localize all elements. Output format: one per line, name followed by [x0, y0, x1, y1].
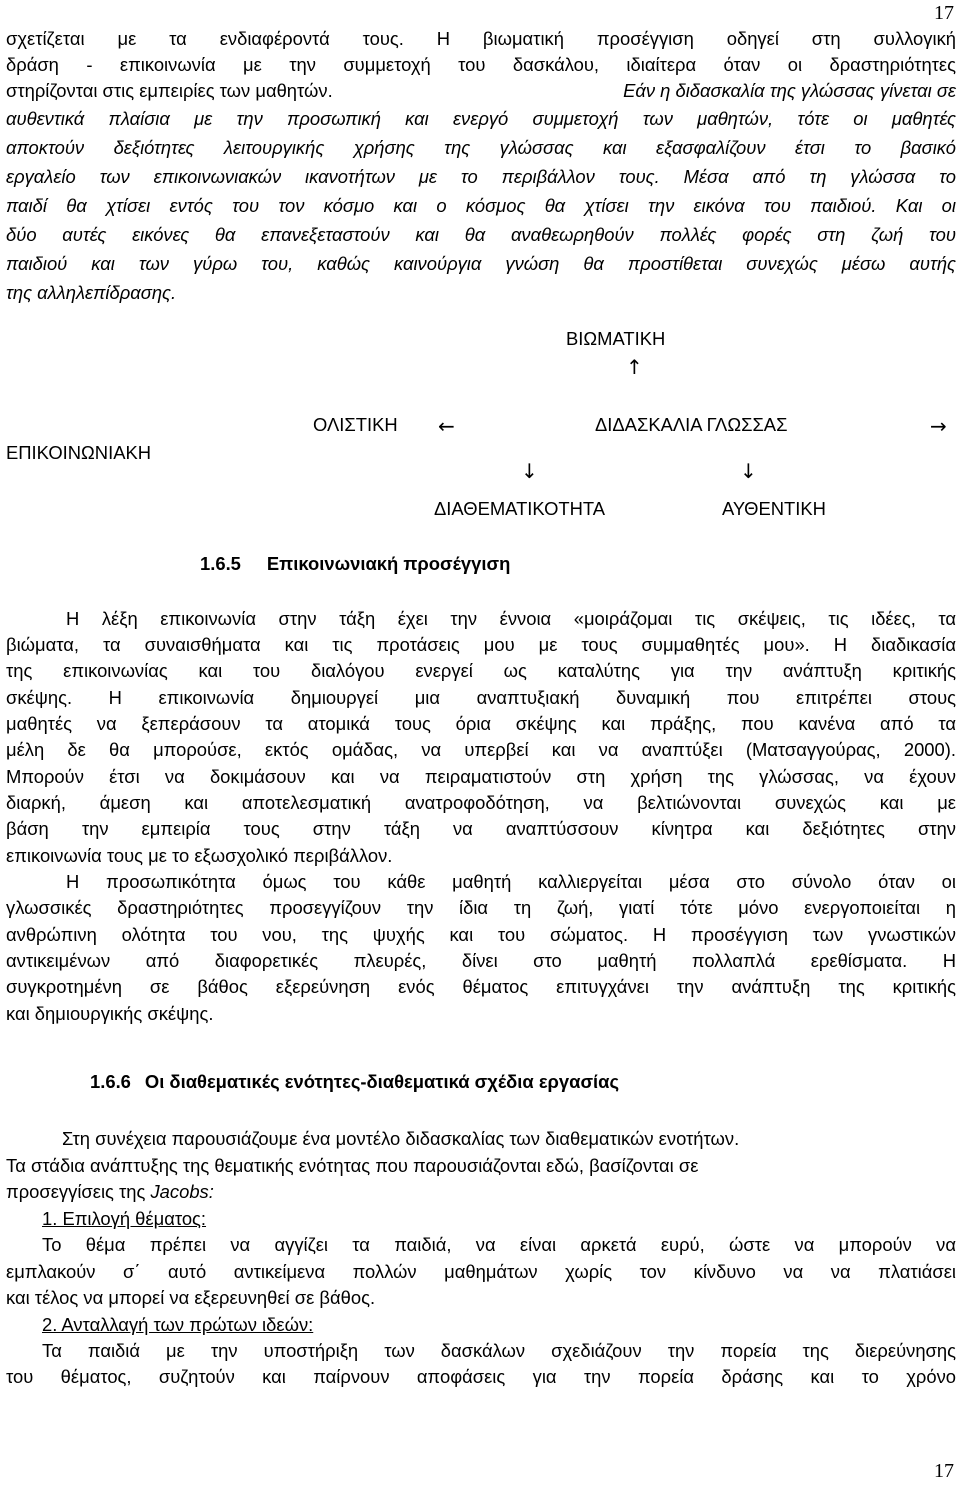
arrow-left-icon: ←	[438, 414, 455, 438]
italic-line: παιδιού και των γύρω του, καθώς καινούργια γνώση θα προστίθεται συνεχώς μέσω αυτής	[6, 253, 956, 274]
diagram-afthentiki: ΑΥΘΕΝΤΙΚΗ	[722, 498, 826, 519]
intro-line-mixed	[6, 78, 956, 104]
diagram-biomatiki: ΒΙΩΜΑΤΙΚΗ	[566, 328, 666, 349]
italic-line: δύο αυτές εικόνες θα επανεξεταστούν και θα αναθεωρηθούν πολλές φορές στη ζωή του	[6, 224, 956, 245]
italic-line: αυθεντικά πλαίσια με την προσωπική και ενεργό συμμετοχή των μαθητών, τότε οι μαθητές	[6, 108, 956, 129]
para-line: Τα στάδια ανάπτυξης της θεματικής ενότητας που παρουσιάζονται εδώ, βασίζονται σε	[6, 1155, 699, 1176]
page-number-bottom: 17	[934, 1460, 954, 1482]
para-line: σκέψης. Η επικοινωνία δημιουργεί μια αναπτυξιακή δυναμική που επιτρέπει στους	[6, 687, 956, 708]
diagram-olistiki: ΟΛΙΣΤΙΚΗ	[313, 414, 398, 435]
step-line: και τέλος να μπορεί να εξερευνηθεί σε βάθος.	[6, 1287, 376, 1308]
section-heading	[200, 552, 510, 576]
diagram-epikoinoniaki: ΕΠΙΚΟΙΝΩΝΙΑΚΗ	[6, 442, 152, 463]
step-heading: 1. Επιλογή θέματος:	[42, 1208, 207, 1229]
arrow-up-icon: ↑	[626, 355, 643, 379]
para-line: Στη συνέχεια παρουσιάζουμε ένα μοντέλο διδασκαλίας των διαθεματικών ενοτήτων.	[62, 1128, 740, 1149]
para-line: μέλη δε θα μπορούσε, εκτός ομάδας, να υπερβεί και να αναπτύξει (Ματσαγγούρας, 2000).	[6, 739, 956, 760]
para-line: Μπορούν έτσι να δοκιμάσουν και να πειραματιστούν στη χρήση της γλώσσας, να έχουν	[6, 766, 956, 787]
step-line: Τα παιδιά με την υποστήριξη των δασκάλων σχεδιάζουν την πορεία της διερεύνησης	[42, 1340, 956, 1361]
intro-line-italic: Εάν η διδασκαλία της γλώσσας γίνεται σε	[623, 80, 956, 101]
step-heading: 2. Ανταλλαγή των πρώτων ιδεών:	[42, 1314, 314, 1335]
section-number: 1.6.5	[200, 553, 241, 574]
para-line: και δημιουργικής σκέψης.	[6, 1003, 214, 1024]
arrow-down-icon: ↓	[740, 459, 757, 483]
intro-line-plain: στηρίζονται στις εμπειρίες των μαθητών.	[6, 80, 333, 101]
para-line: Η προσωπικότητα όμως του κάθε μαθητή καλλιεργείται μέσα στο σύνολο όταν οι	[66, 871, 956, 892]
para-line: διαρκή, άμεση και αποτελεσματική ανατροφοδότηση, να βελτιώνονται συνεχώς και με	[6, 792, 956, 813]
author-name: Jacobs:	[150, 1181, 214, 1202]
step-line: του θέματος, συζητούν και παίρνουν αποφάσεις για την πορεία δράσης και το χρόνο	[6, 1366, 956, 1387]
step-line: Το θέμα πρέπει να αγγίζει τα παιδιά, να είναι αρκετά ευρύ, ώστε να μπορούν να	[42, 1234, 956, 1255]
italic-line: παιδί θα χτίσει εντός του τον κόσμο και ο κόσμος θα χτίσει την εικόνα του παιδιού. Και οι	[6, 195, 956, 216]
arrow-right-icon: →	[930, 414, 947, 438]
para-line: της επικοινωνίας και του διαλόγου ενεργεί ως καταλύτης για την ανάπτυξη κριτικής	[6, 660, 956, 681]
intro-line: σχετίζεται με τα ενδιαφέροντά τους. Η βιωματική προσέγγιση οδηγεί στη συλλογική	[6, 28, 956, 49]
section-number: 1.6.6	[90, 1071, 131, 1092]
section-title: Επικοινωνιακή προσέγγιση	[266, 553, 511, 574]
page-number-top: 17	[934, 2, 954, 24]
intro-line: δράση - επικοινωνία με την συμμετοχή του δασκάλου, ιδιαίτερα όταν οι δραστηριότητες	[6, 54, 956, 75]
para-line: μαθητές να ξεπεράσουν τα ατομικά τους όρια σκέψης και πράξης, που κανένα από τα	[6, 713, 956, 734]
diagram-diathematikotita: ΔΙΑΘΕΜΑΤΙΚΟΤΗΤΑ	[434, 498, 606, 519]
para-text: προσεγγίσεις της	[6, 1181, 151, 1202]
para-line: συγκροτημένη σε βάθος εξερεύνηση ενός θέματος επιτυγχάνει την ανάπτυξη της κριτικής	[6, 976, 956, 997]
para-line	[6, 1179, 956, 1205]
para-line: βιώματα, τα συναισθήματα και τις προτάσεις μου με τους συμμαθητές μου». Η διαδικασία	[6, 634, 956, 655]
arrow-down-icon: ↓	[521, 459, 538, 483]
italic-line: της αλληλεπίδρασης.	[6, 282, 177, 303]
italic-line: εργαλείο των επικοινωνιακών ικανοτήτων με το περιβάλλον τους. Μέσα από τη γλώσσα το	[6, 166, 956, 187]
step-line: εμπλακούν σ΄ αυτό αντικείμενα πολλών μαθημάτων χωρίς τον κίνδυνο να να πλατιάσει	[6, 1261, 956, 1282]
para-line: γλωσσικές δραστηριότητες προσεγγίζουν την ίδια τη ζωή, γιατί τότε μόνο ενεργοποιείται η	[6, 897, 956, 918]
para-line: ανθρώπινη ολότητα του νου, της ψυχής και του σώματος. Η προσέγγιση των γνωστικών	[6, 924, 956, 945]
para-line: βάση την εμπειρία τους στην τάξη να αναπτύσσουν κίνητρα και δεξιότητες στην	[6, 818, 956, 839]
italic-line: αποκτούν δεξιότητες λειτουργικής χρήσης της γλώσσας και εξασφαλίζουν έτσι το βασικό	[6, 137, 956, 158]
section-heading	[90, 1070, 619, 1094]
para-line: αντικειμένων από διαφορετικές πλευρές, δίνει στο μαθητή πολλαπλά ερεθίσματα. Η	[6, 950, 956, 971]
diagram-didaskalia: ΔΙΔΑΣΚΑΛΙΑ ΓΛΩΣΣΑΣ	[595, 414, 788, 435]
section-title: Οι διαθεματικές ενότητες-διαθεματικά σχέδια εργασίας	[144, 1071, 620, 1092]
para-line: επικοινωνία τους με το εξωσχολικό περιβάλλον.	[6, 845, 393, 866]
para-line: Η λέξη επικοινωνία στην τάξη έχει την έννοια «μοιράζομαι τις σκέψεις, τις ιδέες, τα	[66, 608, 956, 629]
